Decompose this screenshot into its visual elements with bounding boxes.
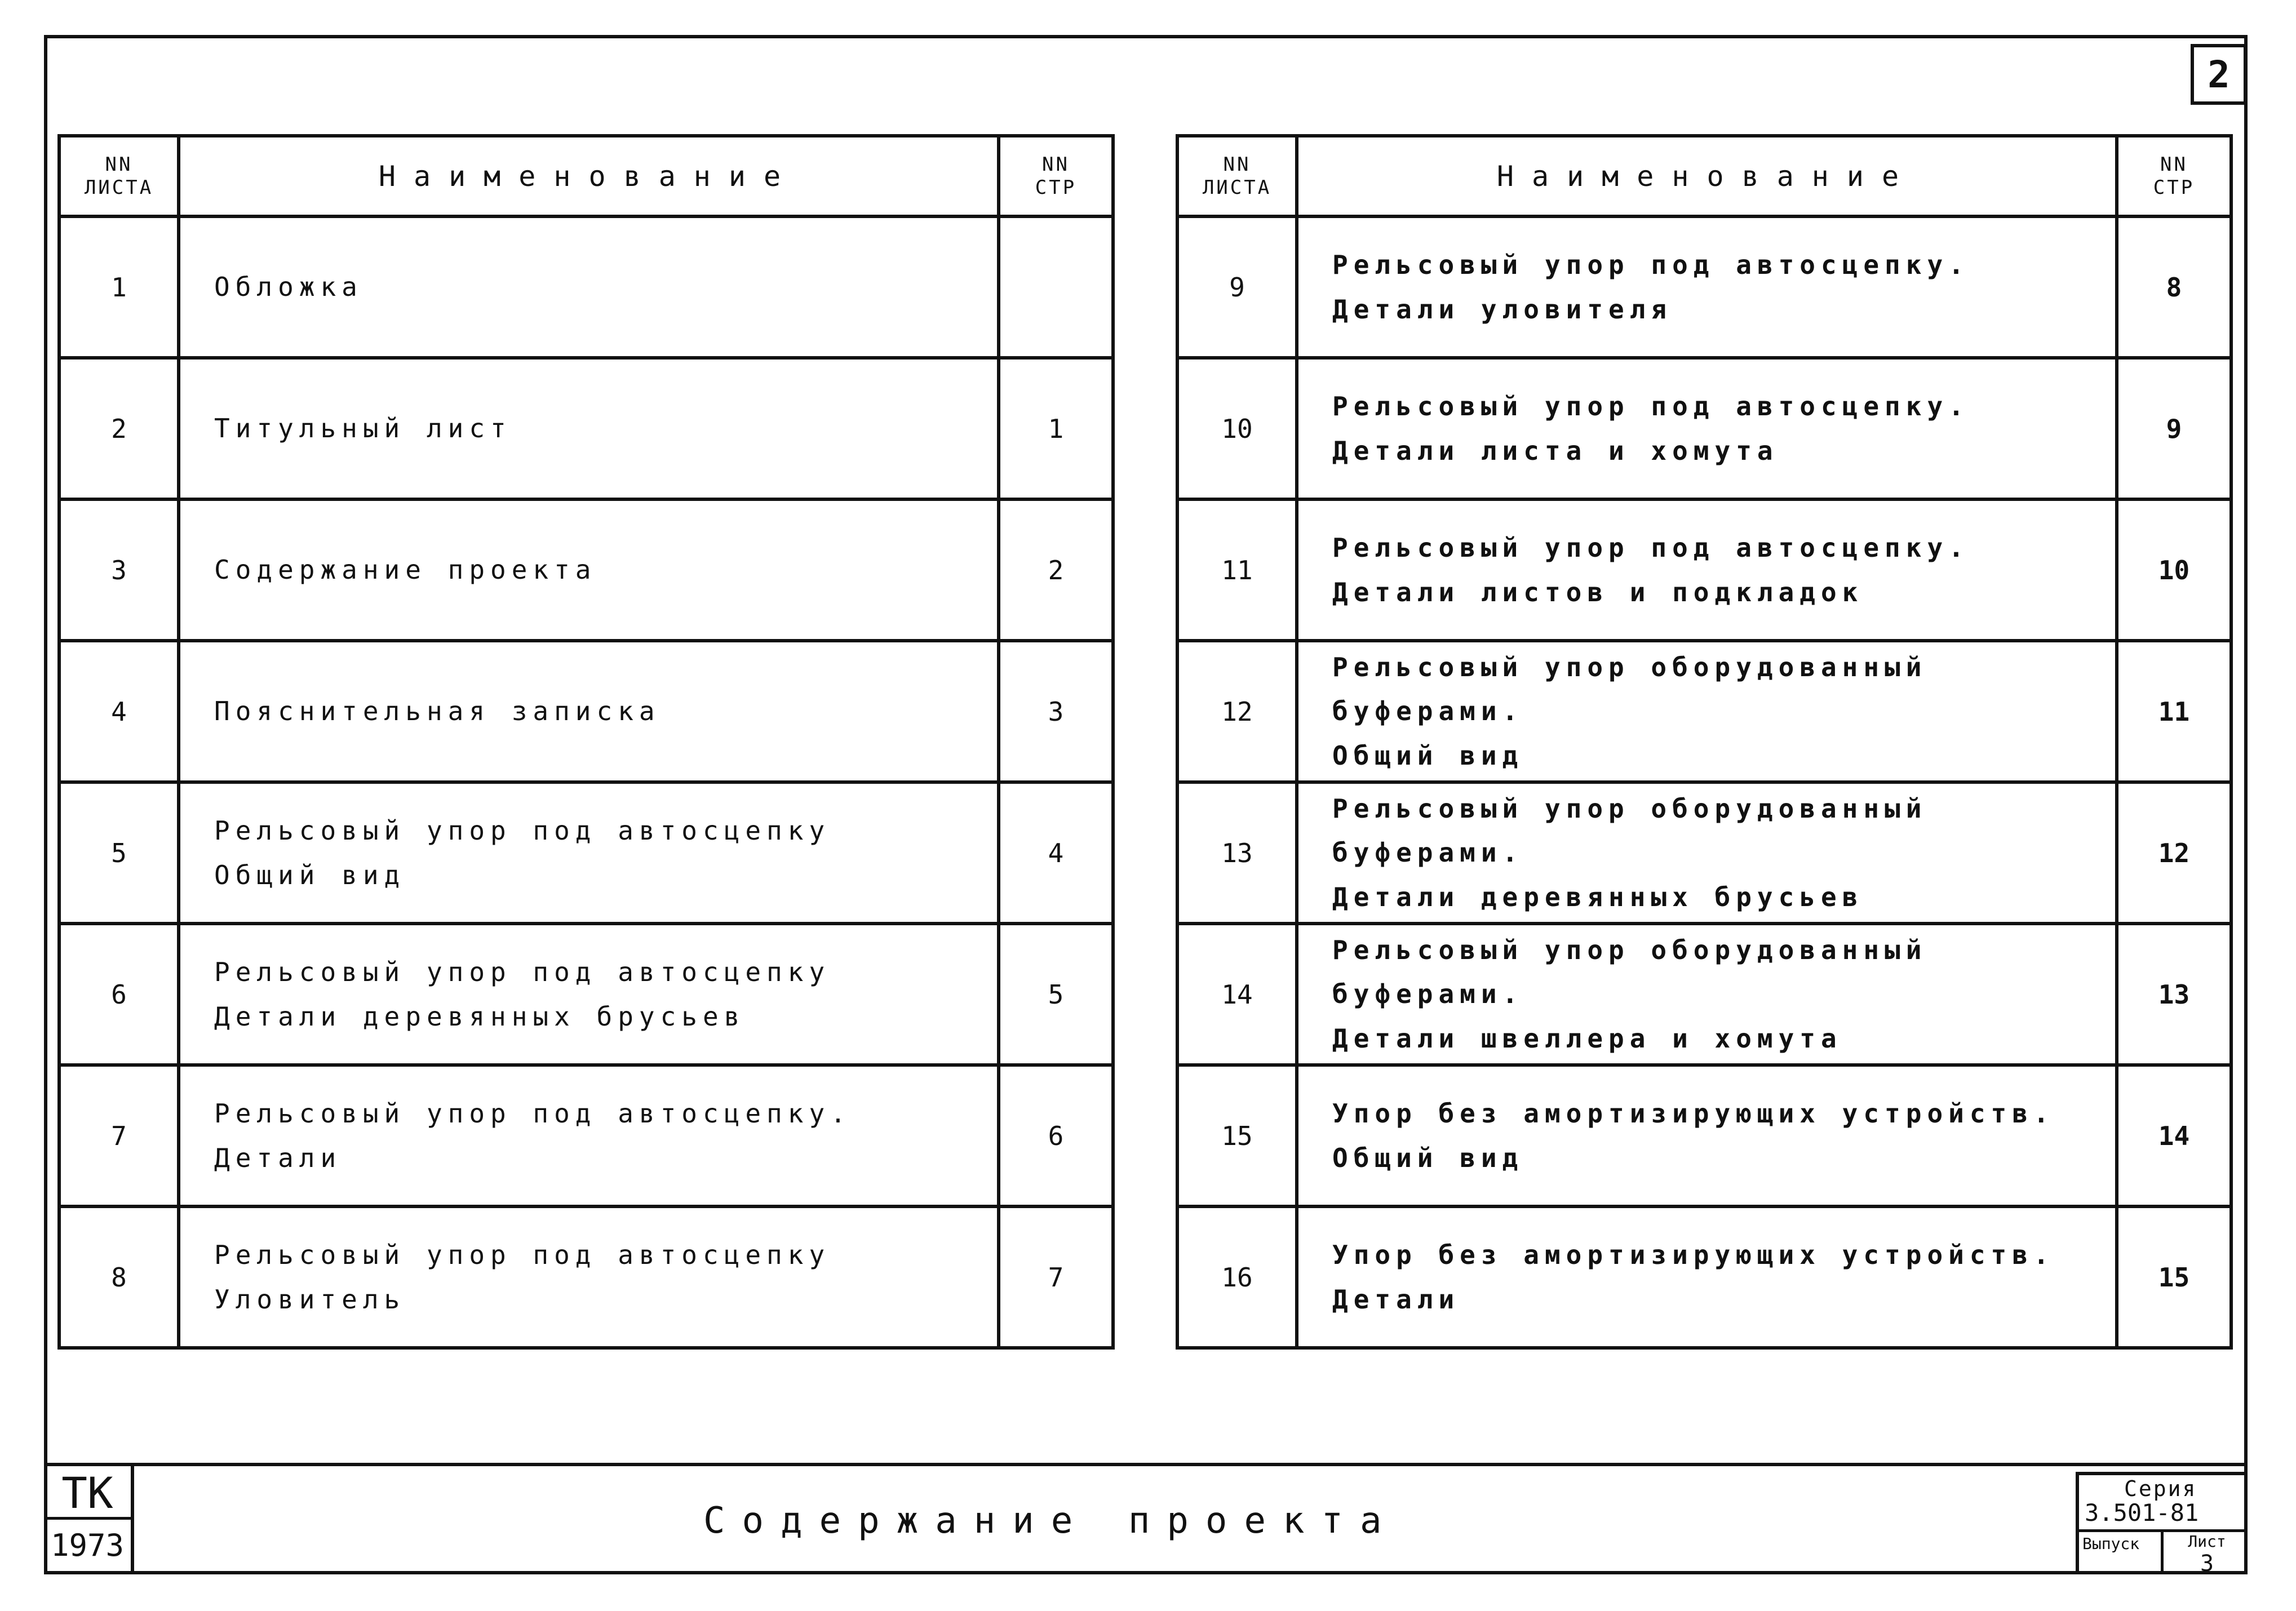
sheet-number-cell: 12 <box>1177 641 1297 782</box>
sheet-name-line: Рельсовый упор под автосцепку. <box>1332 391 1970 422</box>
page-number-cell: 3 <box>999 641 1113 782</box>
sheet-number-cell: 11 <box>1177 499 1297 641</box>
page-number-cell: 13 <box>2117 924 2231 1065</box>
sheet-name-cell <box>1297 641 2117 782</box>
table-row <box>1177 924 2231 1065</box>
sheet-number-cell: 13 <box>1177 782 1297 924</box>
table-row <box>1177 641 2231 782</box>
sheet-number-cell: 2 <box>59 358 179 499</box>
page-number-cell: 8 <box>2117 216 2231 358</box>
sheet-name-line: Детали листа и хомута <box>1332 435 1779 466</box>
sheet-name-line: Рельсовый упор под автосцепку. <box>1332 250 1970 281</box>
sheet-number-cell: 5 <box>59 782 179 924</box>
header-sheet-no: NN ЛИСТА <box>1177 136 1297 216</box>
sheet-number-cell: 3 <box>59 499 179 641</box>
series-code: 3.501-81 <box>2085 1499 2199 1526</box>
sheet-name-line: Рельсовый упор под автосцепку. <box>214 1098 852 1129</box>
sheet-name-line: Обложка <box>214 272 363 303</box>
page-number-cell: 10 <box>2117 499 2231 641</box>
series-label: Серия <box>2124 1476 2197 1501</box>
sheet-name-cell <box>179 358 999 499</box>
table-header-row <box>1177 136 2231 216</box>
sheet-name-line: Пояснительная записка <box>214 696 661 727</box>
sheet-name-line: Детали деревянных брусьев <box>1332 881 1864 912</box>
sheet-name-cell <box>179 782 999 924</box>
sheet-number-cell: 7 <box>59 1065 179 1206</box>
sheet-name-line: Содержание проекта <box>214 554 597 585</box>
table-row <box>1177 216 2231 358</box>
sheet-cell <box>2166 1532 2248 1577</box>
sheet-name-line: Рельсовый упор оборудованный буферами. <box>1332 935 1927 1010</box>
document-title: Содержание проекта <box>703 1500 1399 1542</box>
sheet-number-cell: 6 <box>59 924 179 1065</box>
sheet-name-line: Рельсовый упор под автосцепку <box>214 957 831 988</box>
sheet-number-cell: 10 <box>1177 358 1297 499</box>
page-number-cell: 2 <box>999 499 1113 641</box>
sheet-value: 3 <box>2200 1551 2214 1577</box>
sheet-name-line: Рельсовый упор оборудованный буферами. <box>1332 793 1927 868</box>
stamp-year: 1973 <box>50 1527 125 1563</box>
sheet-number-cell: 9 <box>1177 216 1297 358</box>
table-row <box>59 1206 1113 1348</box>
sheet-name-line: Общий вид <box>1332 1142 1524 1173</box>
contents-table-right <box>1176 134 2233 1350</box>
table-row <box>59 499 1113 641</box>
sheet-name-cell <box>1297 1206 2117 1348</box>
table-row <box>1177 358 2231 499</box>
sheet-name-line: Рельсовый упор под автосцепку <box>214 1240 831 1271</box>
header-sheet-no: NN ЛИСТА <box>59 136 179 216</box>
sheet-name-cell <box>1297 358 2117 499</box>
table-row <box>59 358 1113 499</box>
sheet-name-line: Детали листов и подкладок <box>1332 576 1864 607</box>
page-number-cell: 9 <box>2117 358 2231 499</box>
sheet-name-cell <box>179 1065 999 1206</box>
page-number-cell: 7 <box>999 1206 1113 1348</box>
page-number-cell: 15 <box>2117 1206 2231 1348</box>
header-page-no: NN СТР <box>999 136 1113 216</box>
sheet-name-line: Рельсовый упор оборудованный буферами. <box>1332 652 1927 727</box>
table-row <box>1177 499 2231 641</box>
sheet-name-line: Детали <box>1332 1284 1460 1315</box>
table-row <box>1177 1206 2231 1348</box>
sheet-name-line: Уловитель <box>214 1284 406 1315</box>
sheet-name-cell <box>179 1206 999 1348</box>
page-number-cell <box>999 216 1113 358</box>
sheet-name-line: Общий вид <box>1332 740 1524 771</box>
sheet-name-cell <box>1297 782 2117 924</box>
header-name: Наименование <box>179 136 999 216</box>
sheet-number-cell: 8 <box>59 1206 179 1348</box>
page-number-cell: 6 <box>999 1065 1113 1206</box>
page-number-cell: 12 <box>2117 782 2231 924</box>
sheet-number-cell: 14 <box>1177 924 1297 1065</box>
sheet-number-cell: 4 <box>59 641 179 782</box>
sheet-name-line: Детали деревянных брусьев <box>214 1001 746 1032</box>
sheet-label: Лист <box>2188 1532 2226 1551</box>
sheet-name-line: Детали <box>214 1142 342 1173</box>
sheet-name-line: Общий вид <box>214 859 406 890</box>
table-row <box>59 216 1113 358</box>
page-number-cell: 1 <box>999 358 1113 499</box>
sheet-name-cell <box>1297 499 2117 641</box>
sheet-name-line: Детали швеллера и хомута <box>1332 1023 1842 1054</box>
page-number-cell: 4 <box>999 782 1113 924</box>
header-page-no: NN СТР <box>2117 136 2231 216</box>
sheet-number-cell: 1 <box>59 216 179 358</box>
page-number-cell: 11 <box>2117 641 2231 782</box>
sheet-name-line: Упор без амортизирующих устройств. <box>1332 1098 2055 1129</box>
sheet-name-cell <box>1297 924 2117 1065</box>
title-block <box>44 1463 2248 1577</box>
sheet-number-badge: 2 <box>2191 44 2247 105</box>
sheet-name-line: Рельсовый упор под автосцепку <box>214 815 831 846</box>
table-header-row <box>59 136 1113 216</box>
sheet-name-cell <box>1297 1065 2117 1206</box>
sheet-number-cell: 15 <box>1177 1065 1297 1206</box>
stamp-letters: ТК <box>44 1470 131 1520</box>
issue-label: Выпуск <box>2079 1532 2164 1574</box>
table-row <box>59 782 1113 924</box>
sheet-name-line: Титульный лист <box>214 413 512 444</box>
table-row <box>59 924 1113 1065</box>
sheet-number-cell: 16 <box>1177 1206 1297 1348</box>
sheet-name-cell <box>179 216 999 358</box>
page-number-cell: 5 <box>999 924 1113 1065</box>
table-row <box>59 641 1113 782</box>
header-name: Наименование <box>1297 136 2117 216</box>
sheet-name-cell <box>179 499 999 641</box>
sheet-name-line: Детали уловителя <box>1332 294 1673 325</box>
contents-table-left <box>57 134 1115 1350</box>
series-box <box>2076 1472 2248 1577</box>
page-number-cell: 14 <box>2117 1065 2231 1206</box>
sheet-name-cell <box>1297 216 2117 358</box>
organization-stamp <box>44 1466 134 1574</box>
sheet-name-line: Упор без амортизирующих устройств. <box>1332 1240 2055 1271</box>
table-row <box>1177 782 2231 924</box>
table-row <box>1177 1065 2231 1206</box>
table-row <box>59 1065 1113 1206</box>
sheet-name-line: Рельсовый упор под автосцепку. <box>1332 532 1970 563</box>
sheet-name-cell <box>179 924 999 1065</box>
sheet-name-cell <box>179 641 999 782</box>
